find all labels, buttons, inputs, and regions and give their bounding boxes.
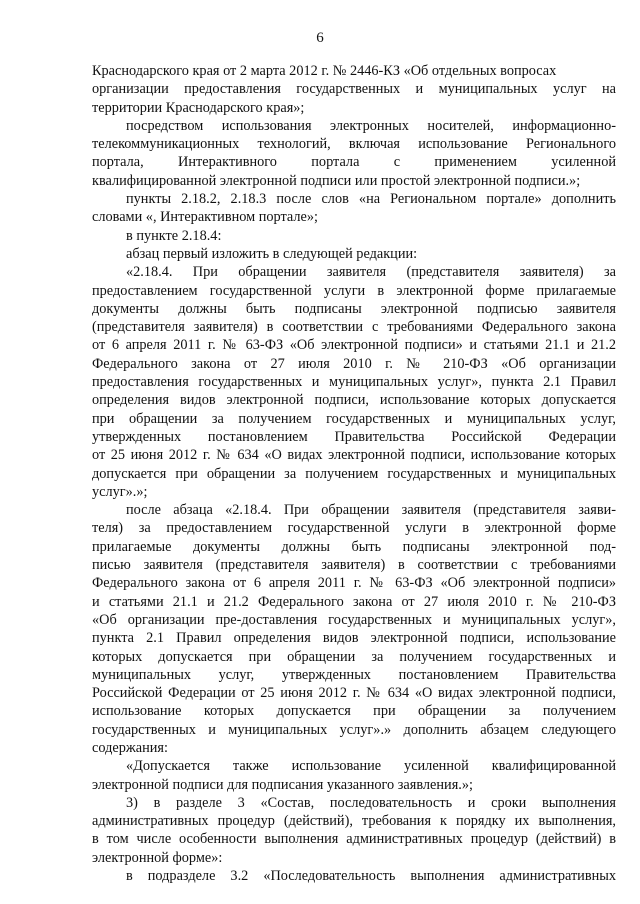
text-line: территории Краснодарского края»; <box>92 99 305 116</box>
text-line: предоставления государственных и муниципальных услуг», пункта 2.1 Правил <box>92 374 616 391</box>
text-line: содержания: <box>92 739 168 756</box>
text-line: словами «, Интерактивном портале»; <box>92 209 318 226</box>
text-line: и статьями 21.1 и 21.2 Федерального закона от 27 июля 2010 г. № 210-ФЗ <box>92 593 616 610</box>
text-line: Российской Федерации от 25 июня 2012 г. № 634 «О видах электронной подписи, <box>92 685 616 702</box>
text-line: электронной подписи для подписания указанного заявления.»; <box>92 776 473 793</box>
page-number: 6 <box>316 30 324 46</box>
text-line: утвержденных постановлением Правительства Российской Федерации <box>92 428 616 445</box>
text-line: телекоммуникационных технологий, включая использование Регионального <box>92 136 616 153</box>
text-line: посредством использования электронных носителей, информационно- <box>126 117 616 134</box>
text-line: определения видов электронной подписи, использование которых допускается <box>92 392 616 409</box>
text-line: при обращении за получением государственных и муниципальных услуг, <box>92 410 616 427</box>
text-line: в том числе особенности выполнения административных процедур (действий) в <box>92 831 616 848</box>
text-line: 3) в разделе 3 «Состав, последовательность и сроки выполнения <box>126 794 616 811</box>
text-line: организации предоставления государственных и муниципальных услуг на <box>92 81 616 98</box>
text-line: абзац первый изложить в следующей редакции: <box>126 245 418 262</box>
text-line: муниципальных услуг, утвержденных постановлением Правительства <box>92 666 616 683</box>
text-line: теля) за предоставлением государственной услуги в электронной форме <box>92 520 616 537</box>
text-line: Федерального закона от 6 апреля 2011 г. № 63-ФЗ «Об электронной подписи» <box>92 575 616 592</box>
text-line: после абзаца «2.18.4. При обращении заявителя (представителя заяви- <box>126 502 616 519</box>
text-line: (представителя заявителя) в соответствии с требованиями Федерального закона <box>92 319 616 336</box>
text-line: квалифицированной электронной подписи или простой электронной подписи.»; <box>92 172 581 189</box>
text-line: допускается при обращении за получением государственных и муниципальных <box>92 465 616 482</box>
text-line: Федерального закона от 27 июля 2010 г. № 210-ФЗ «Об организации <box>92 355 616 372</box>
text-line: предоставлением государственной услуги в электронной форме прилагаемые <box>92 282 616 299</box>
text-line: прилагаемые документы должны быть подписаны электронной под- <box>92 538 616 555</box>
text-line: в подразделе 3.2 «Последовательность выполнения административных <box>126 868 616 885</box>
text-line: от 6 апреля 2011 г. № 63-ФЗ «Об электронной подписи» и статьями 21.1 и 21.2 <box>92 337 616 354</box>
text-line: которых допускается при обращении за получением государственных и <box>92 648 616 665</box>
text-line: в пункте 2.18.4: <box>126 227 222 244</box>
text-line: пункта 2.1 Правил определения видов электронной подписи, использование <box>92 630 616 647</box>
text-line: писью заявителя (представителя заявителя) в соответствии с требованиями <box>92 557 616 574</box>
document-body <box>92 62 616 885</box>
text-line: пункты 2.18.2, 2.18.3 после слов «на Региональном портале» дополнить <box>126 191 616 208</box>
text-line: от 25 июня 2012 г. № 634 «О видах электронной подписи, использование которых <box>92 447 616 464</box>
text-line: электронной форме»: <box>92 849 223 866</box>
text-line: «Об организации пре-доставления государственных и муниципальных услуг», <box>92 611 616 628</box>
text-line: государственных и муниципальных услуг».» дополнить абзацем следующего <box>92 721 616 738</box>
text-line: документы должны быть подписаны электронной подписью заявителя <box>92 300 616 317</box>
text-line: административных процедур (действий), требования к порядку их выполнения, <box>92 813 616 830</box>
text-line: портала, Интерактивного портала с применением усиленной <box>92 154 616 171</box>
text-line: «Допускается также использование усиленной квалифицированной <box>126 758 616 775</box>
text-line: Краснодарского края от 2 марта 2012 г. № 2446-КЗ «Об отдельных вопросах <box>92 63 557 79</box>
text-line: «2.18.4. При обращении заявителя (представителя заявителя) за <box>126 264 616 281</box>
text-line: использование которых допускается при обращении за получением <box>92 703 616 720</box>
text-line: услуг».»; <box>92 483 148 500</box>
